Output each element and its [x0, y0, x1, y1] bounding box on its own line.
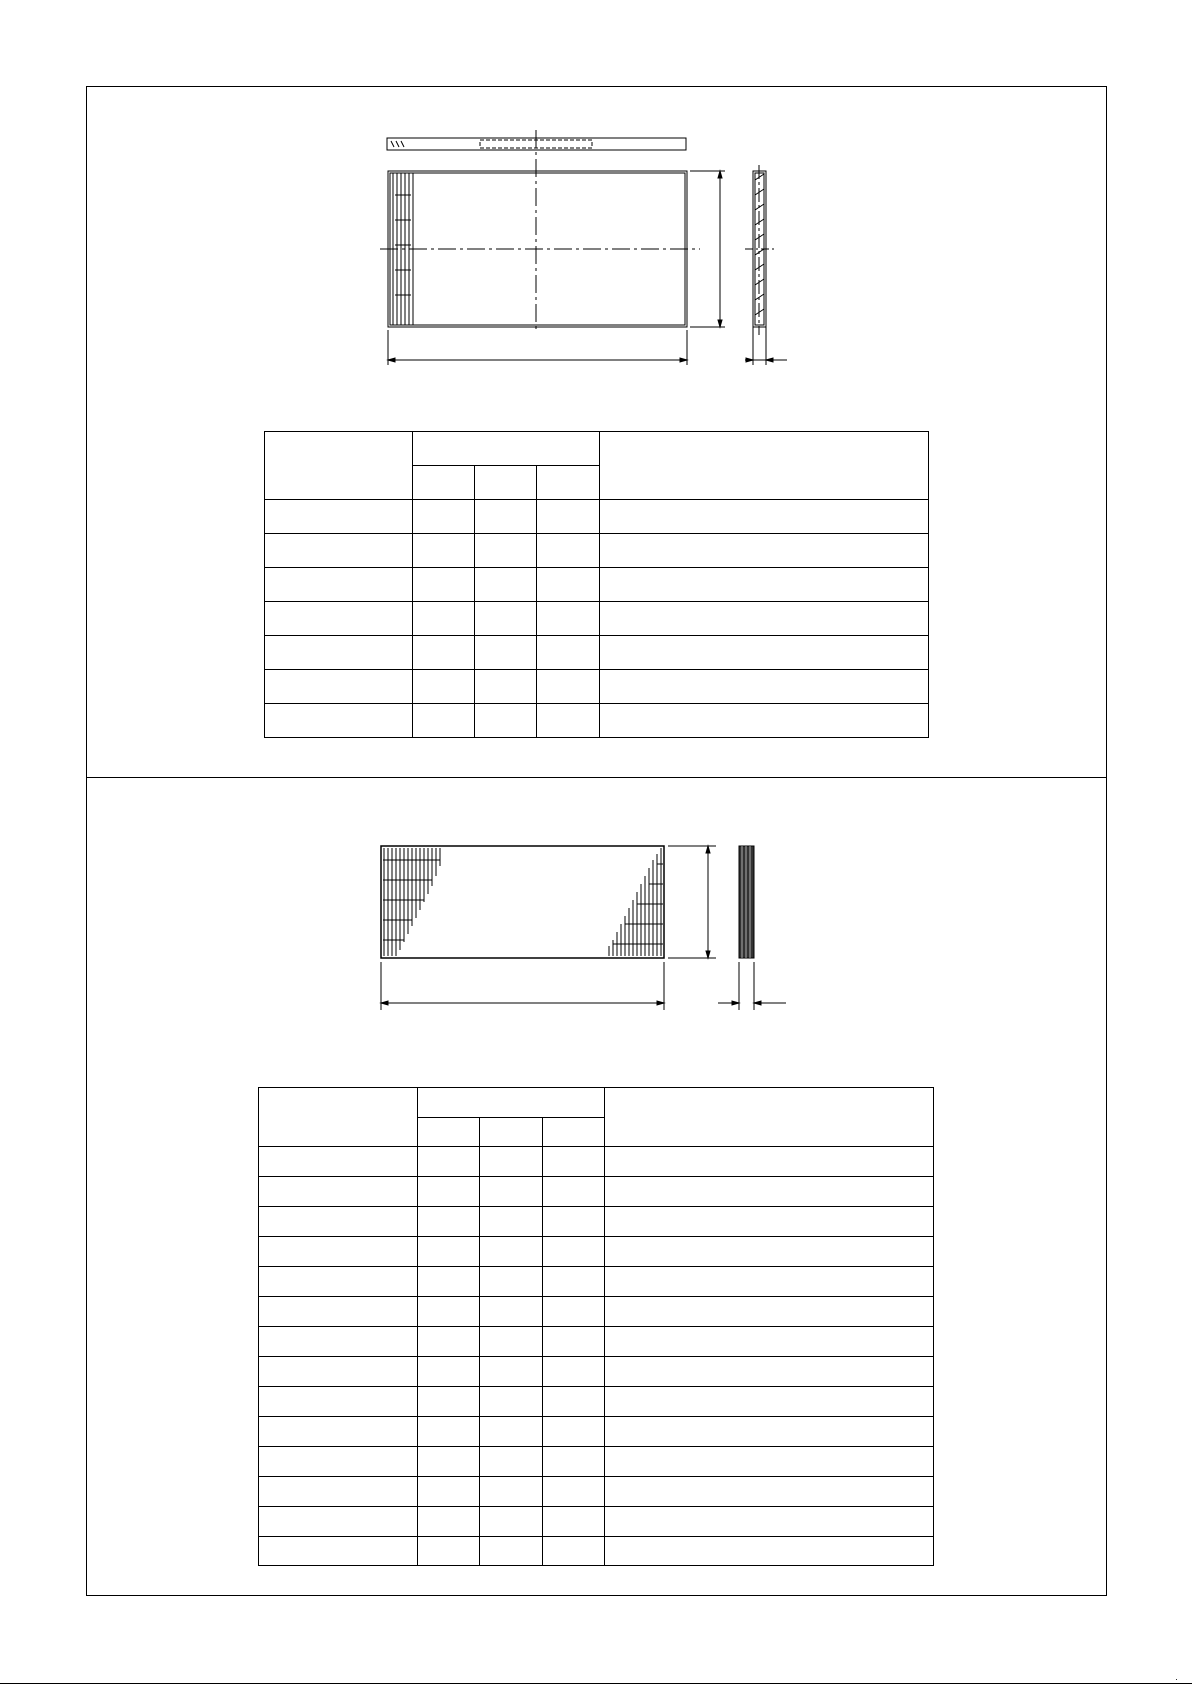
table-1-header-dim-a: [413, 466, 475, 500]
bottom-rule: [0, 1683, 1192, 1684]
table-row: [259, 1297, 934, 1327]
table-row: [265, 500, 929, 534]
table-2-header-dim-a: [418, 1118, 480, 1147]
table-row: [265, 568, 929, 602]
spec-table-1: [264, 431, 929, 738]
table-1-header-dim-c: [537, 466, 600, 500]
table-1-header-description: [600, 432, 929, 500]
table-row: [259, 1507, 934, 1537]
table-row: [259, 1537, 934, 1566]
table-row: [259, 1177, 934, 1207]
page-mark: ·: [1175, 1674, 1178, 1684]
table-row: [259, 1447, 934, 1477]
table-row: [259, 1267, 934, 1297]
table-2-header-dim-c: [543, 1118, 605, 1147]
table-row: [259, 1147, 934, 1177]
spec-table-2: [258, 1087, 934, 1566]
table-row: [259, 1477, 934, 1507]
filter-drawing-2-icon: [0, 830, 1192, 1020]
table-1-header-dimensions: [413, 432, 600, 466]
table-row: [259, 1387, 934, 1417]
table-row: [259, 1327, 934, 1357]
table-row: [259, 1207, 934, 1237]
table-2-header-dimensions: [418, 1088, 605, 1118]
filter-drawing-1-icon: [0, 0, 1192, 400]
table-row: [265, 704, 929, 738]
table-2-header-dim-b: [480, 1118, 543, 1147]
table-row: [259, 1357, 934, 1387]
table-row: [265, 670, 929, 704]
table-row: [265, 534, 929, 568]
table-2-header-description: [605, 1088, 934, 1147]
table-row: [259, 1417, 934, 1447]
table-2-header-model: [259, 1088, 418, 1147]
table-row: [265, 636, 929, 670]
table-row: [265, 602, 929, 636]
table-row: [259, 1237, 934, 1267]
section-divider: [86, 777, 1107, 778]
table-1-header-model: [265, 432, 413, 500]
table-1-header-dim-b: [475, 466, 537, 500]
